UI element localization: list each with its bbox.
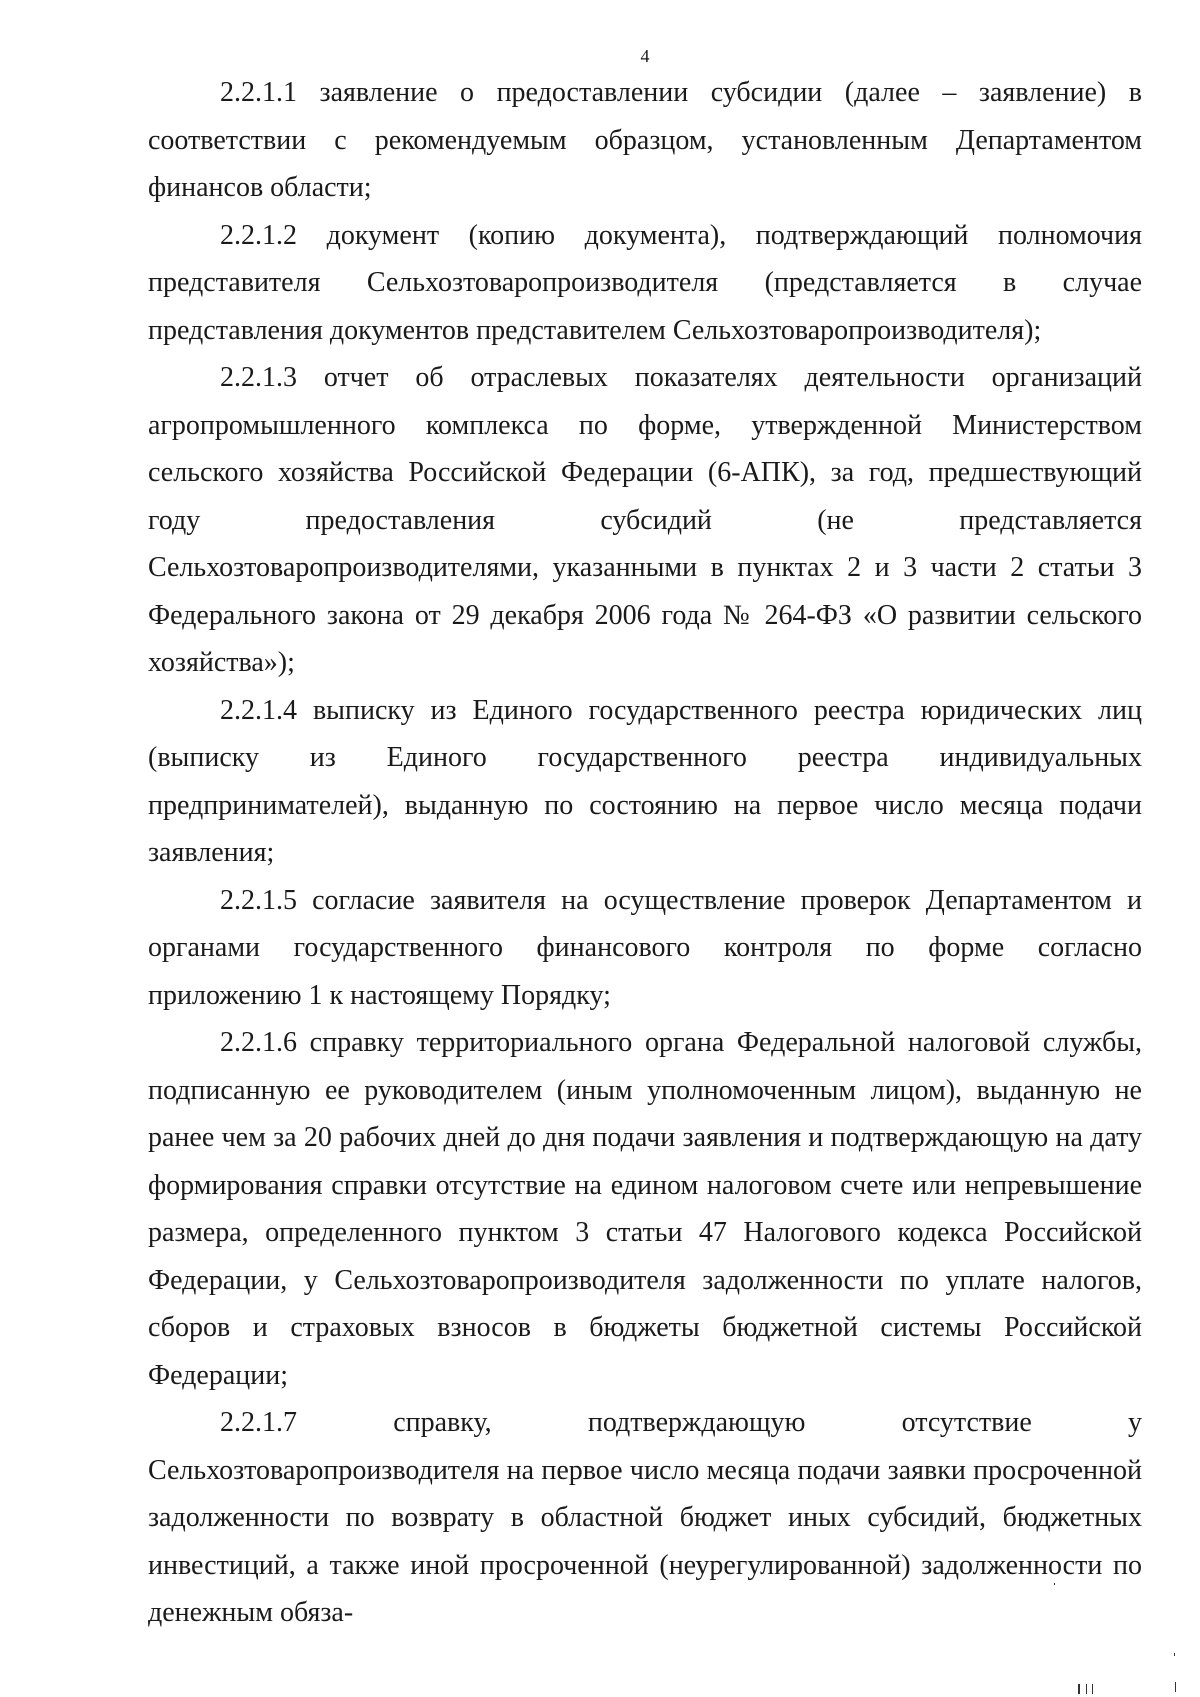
- paragraph-2-2-1-5: 2.2.1.5 согласие заявителя на осуществление проверок Департаментом и органами государственного финансового контроля по форме согласно приложению 1 к настоящему Порядку;: [148, 884, 1142, 1011]
- paragraph-2-2-1-4: 2.2.1.4 выписку из Единого государственного реестра юридических лиц (выписку из Единого государственного реестра индивидуальных предпринимателей), выданную по состоянию на первое число месяца подачи заявления;: [148, 694, 1142, 868]
- scan-mark: [1174, 1653, 1175, 1656]
- page-number: 4: [640, 46, 650, 66]
- scan-mark: [1175, 1682, 1176, 1692]
- scan-mark: [1078, 1684, 1080, 1694]
- paragraph-2-2-1-3: 2.2.1.3 отчет об отраслевых показателях деятельности организаций агропромышленного комплекса по форме, утвержденной Министерством сельского хозяйства Российской Федерации (6-АПК), за год, предшествующий году предоставления субсидий (не представляется Сельхозтоваропроизводителями, указанными в пунктах 2 и 3 части 2 статьи 3 Федерального закона от 29 декабря 2006 года № 264-ФЗ «О развитии сельского хозяйства»);: [148, 362, 1142, 678]
- document-body: [148, 69, 1142, 1637]
- scan-mark: [1092, 1684, 1093, 1694]
- paragraph-2-2-1-7: 2.2.1.7 справку, подтверждающую отсутствие у Сельхозтоваропроизводителя на первое число месяца подачи заявки просроченной задолженности по возврату в областной бюджет иных субсидий, бюджетных инвестиций, а также иной просроченной (неурегулированной) задолженности по денежным обяза-: [148, 1407, 1142, 1628]
- paragraph-2-2-1-1: 2.2.1.1 заявление о предоставлении субсидии (далее – заявление) в соответствии с рекомендуемым образцом, установленным Департаментом финансов области;: [148, 77, 1142, 203]
- paragraph-2-2-1-6: 2.2.1.6 справку территориального органа Федеральной налоговой службы, подписанную ее руководителем (иным уполномоченным лицом), выданную не ранее чем за 20 рабочих дней до дня подачи заявления и подтверждающую на дату формирования справки отсутствие на едином налоговом счете или непревышение размера, определенного пунктом 3 статьи 47 Налогового кодекса Российской Федерации, у Сельхозтоваропроизводителя задолженности по уплате налогов, сборов и страховых взносов в бюджеты бюджетной системы Российской Федерации;: [148, 1027, 1142, 1391]
- scan-mark: [1054, 1583, 1055, 1585]
- scan-mark: [1086, 1684, 1087, 1694]
- paragraph-2-2-1-2: 2.2.1.2 документ (копию документа), подтверждающий полномочия представителя Сельхозтоваропроизводителя (представляется в случае представления документов представителем Сельхозтоваропроизводителя);: [148, 219, 1142, 346]
